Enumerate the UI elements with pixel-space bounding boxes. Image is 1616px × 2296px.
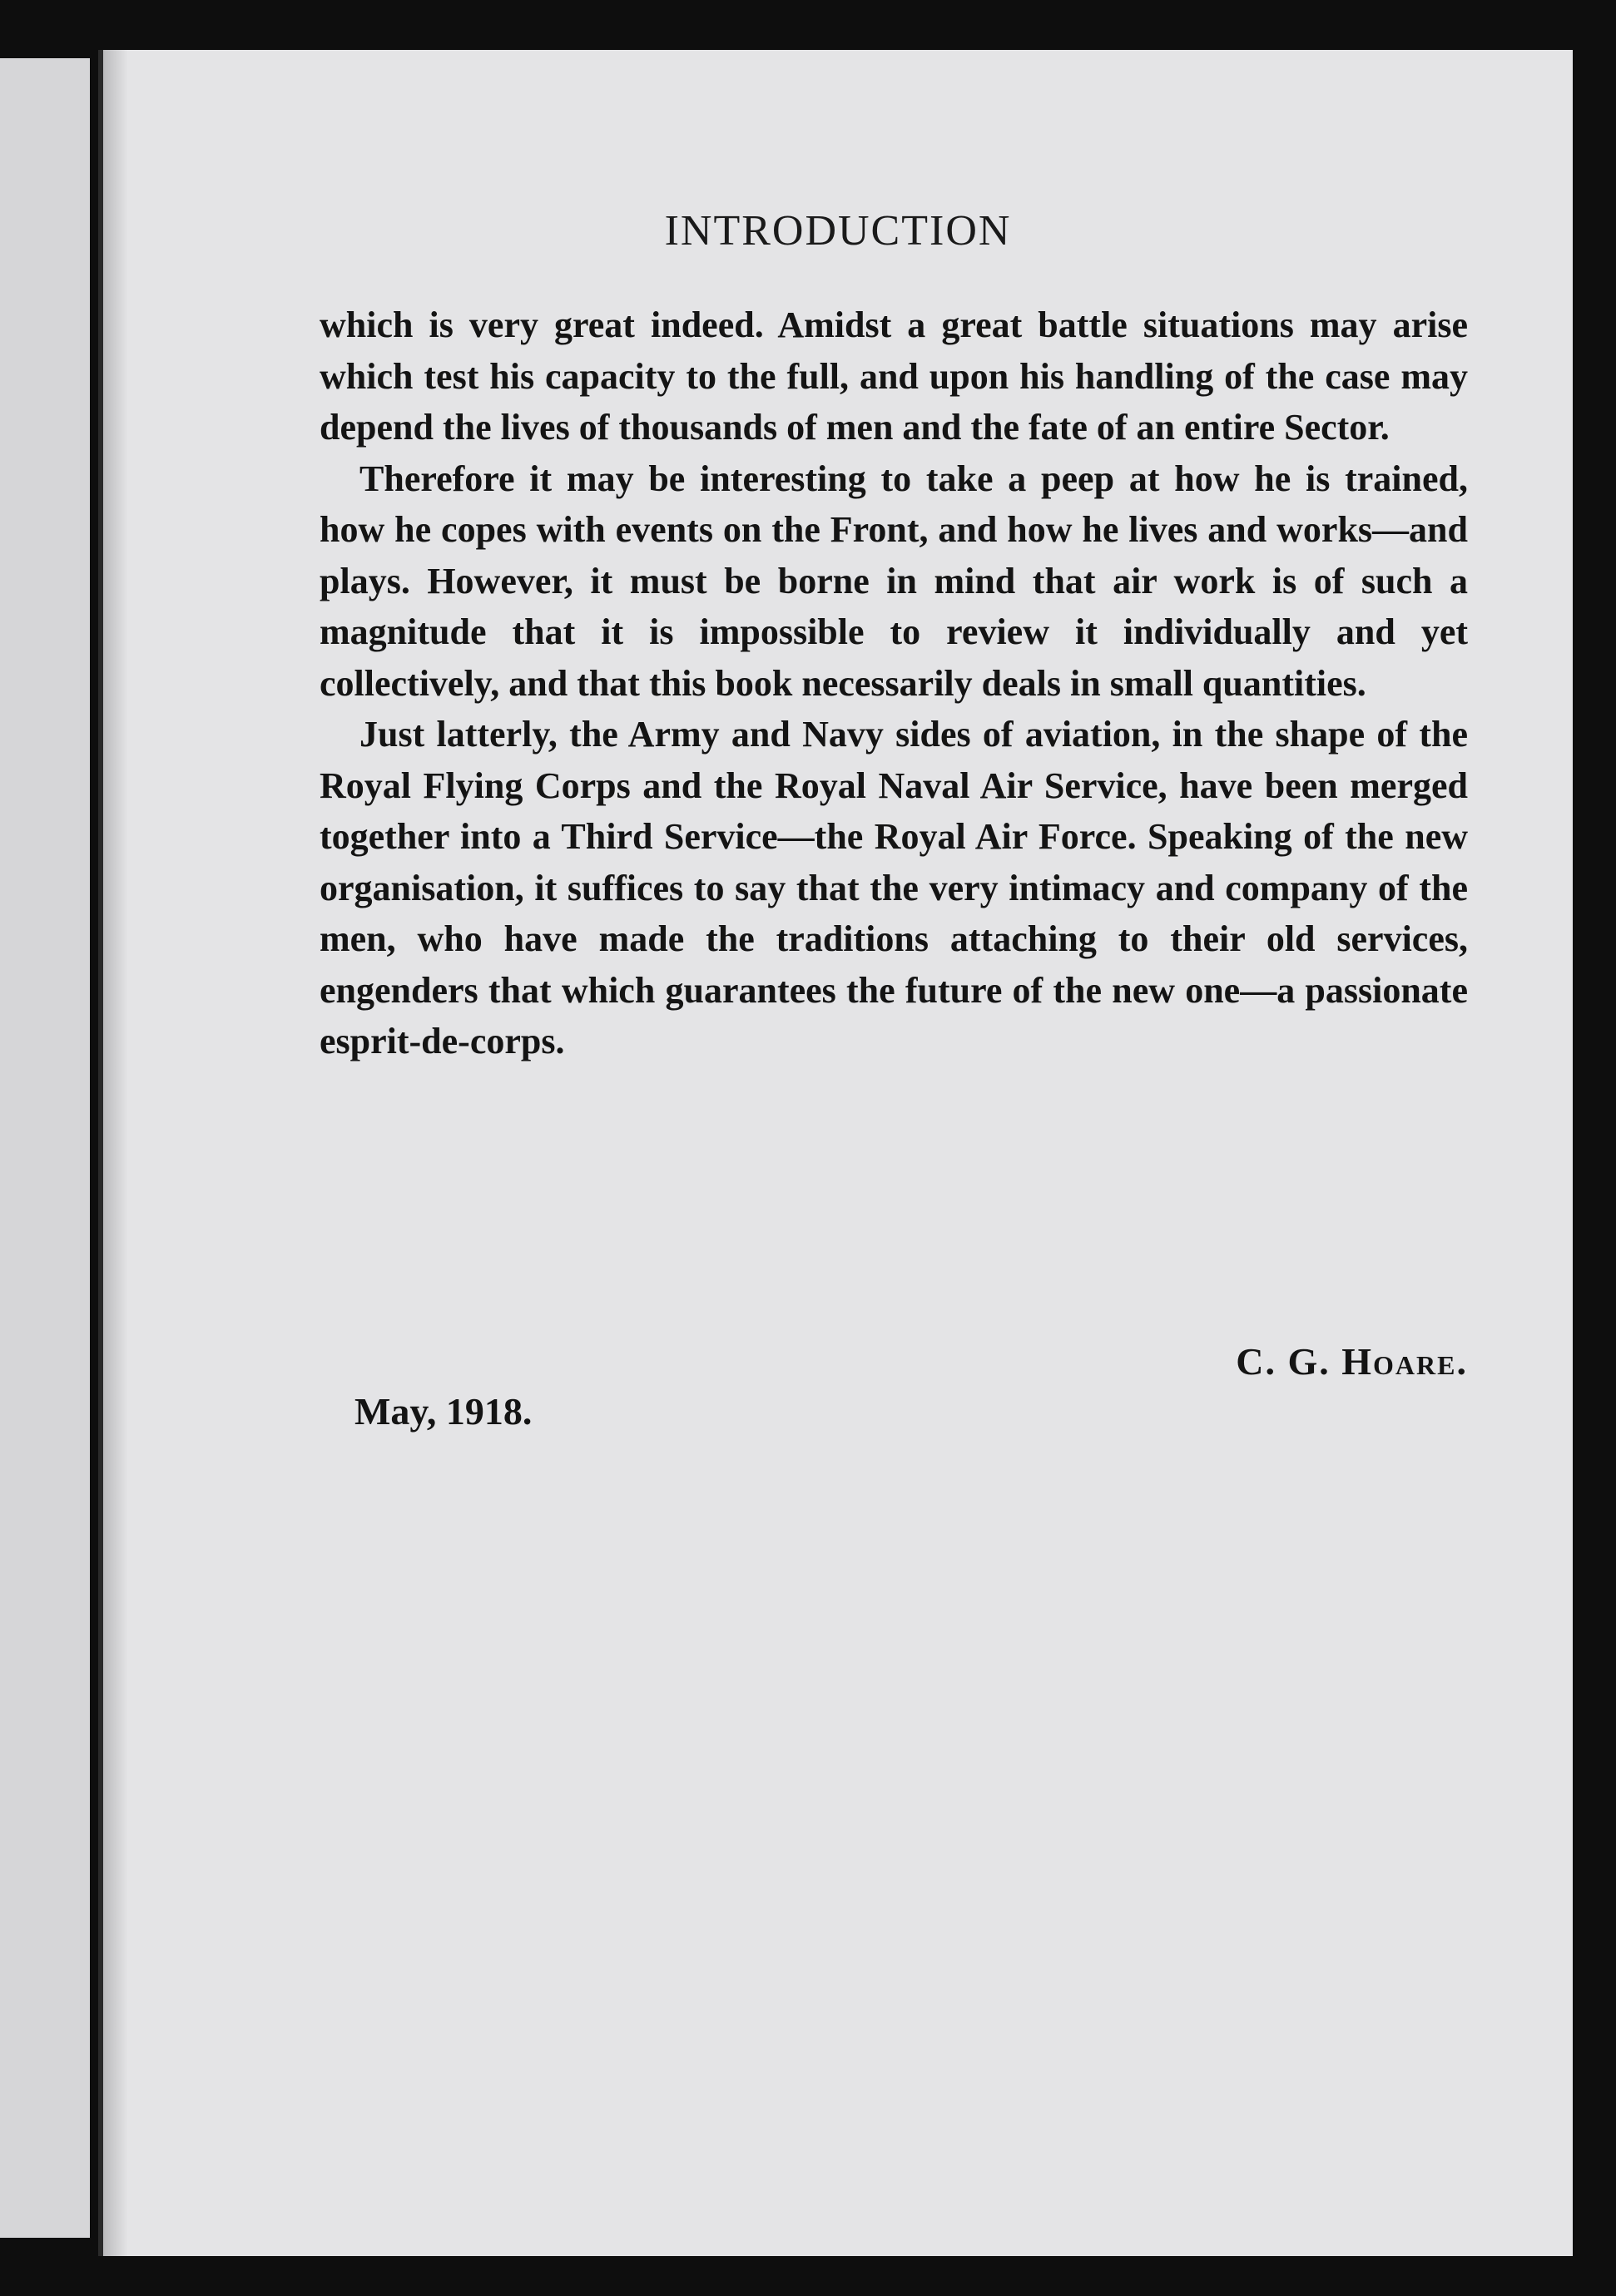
- scan-bottom-edge: [98, 2256, 1573, 2296]
- book-page: [98, 50, 1573, 2256]
- signature: C. G. Hoare.: [1236, 1340, 1468, 1383]
- body-text: [320, 299, 1468, 1067]
- facing-page-edge: [0, 58, 90, 2238]
- running-head: INTRODUCTION: [664, 207, 1012, 255]
- paragraph-2: Therefore it may be interesting to take a peep at how he is trained, how he copes with events on the Front, and how he lives and works—and plays. However, it must be borne in mind that air work is of such a magnitude that it is impossible to review it individually and yet collectively, and that this book necessarily deals in small quantities.: [320, 458, 1468, 704]
- page-gutter-shadow: [103, 50, 128, 2256]
- paragraph-3: Just latterly, the Army and Navy sides of aviation, in the shape of the Royal Flying Corps and the Royal Naval Air Service, have been merged together into a Third Service—the Royal Air Force. Speaking of the new organisation, it suffices to say that the very intimacy and company of the men, who have made the traditions attaching to their old services, engenders that which guarantees the future of the new one—a passionate esprit-de-corps.: [320, 714, 1468, 1061]
- dateline: May, 1918.: [354, 1390, 533, 1433]
- paragraph-1: which is very great indeed. Amidst a great battle situations may arise which test his capacity to the full, and upon his handling of the case may depend the lives of thousands of men and the fate of an entire Sector.: [320, 304, 1468, 448]
